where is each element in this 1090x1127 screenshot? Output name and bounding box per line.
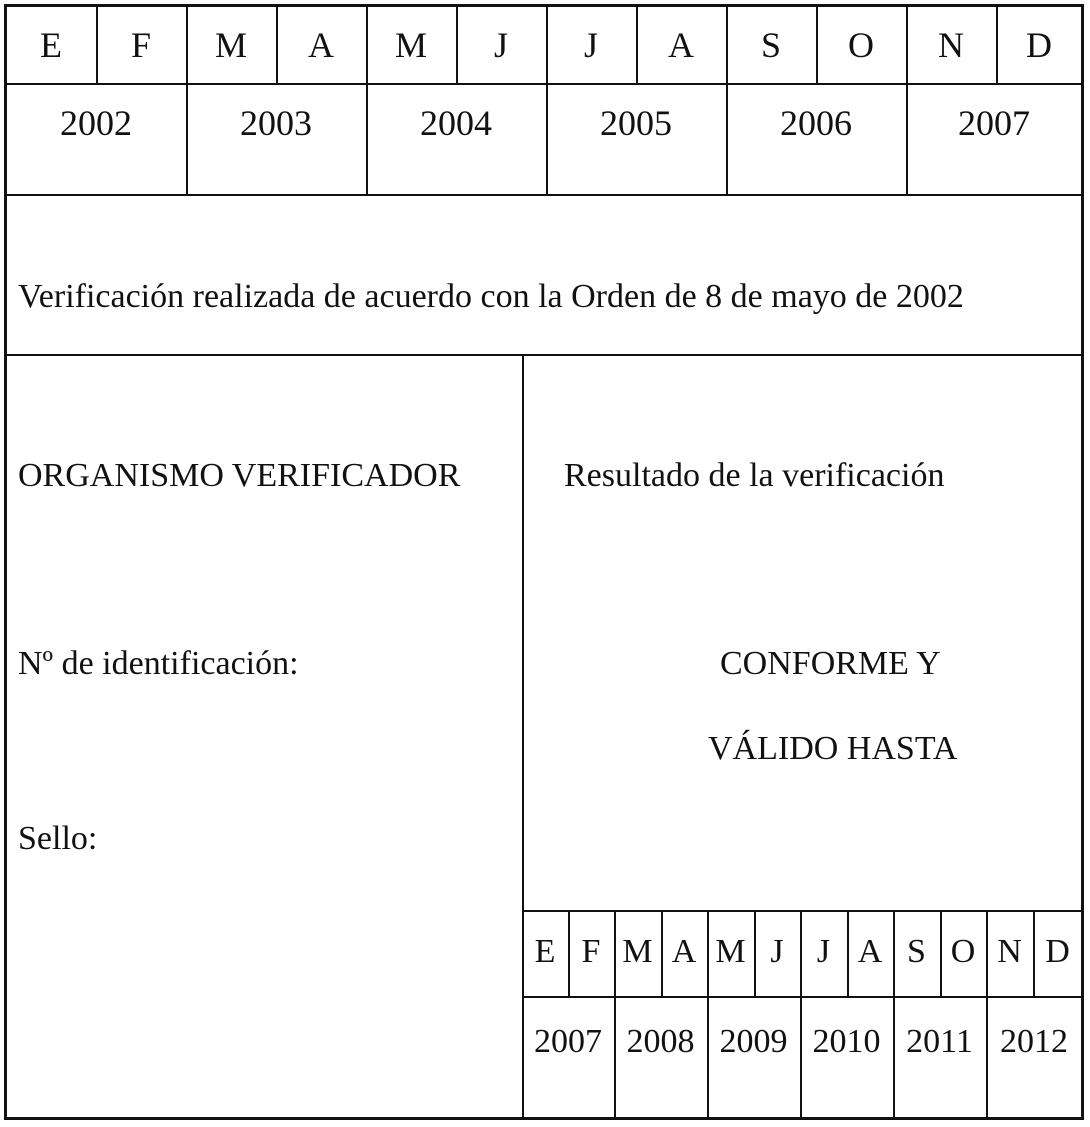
top-months-divider bbox=[4, 83, 1084, 85]
bottom-year-label: 2009 bbox=[719, 1023, 788, 1060]
bottom-year-label: 2008 bbox=[626, 1023, 695, 1060]
top-year-label: 2006 bbox=[780, 103, 852, 143]
top-year-label: 2007 bbox=[958, 103, 1030, 143]
top-month-label: N bbox=[938, 25, 964, 65]
top-month-label: J bbox=[583, 25, 598, 65]
top-month-label: E bbox=[40, 25, 62, 65]
top-month-label: D bbox=[1026, 25, 1052, 65]
bottom-month-label: J bbox=[816, 933, 831, 970]
top-month-label: O bbox=[848, 25, 874, 65]
top-year-label: 2003 bbox=[240, 103, 312, 143]
bottom-month-label: O bbox=[950, 933, 976, 970]
bottom-month-label: D bbox=[1045, 933, 1070, 970]
top-month-label: F bbox=[130, 25, 152, 65]
top-month-label: M bbox=[214, 25, 247, 65]
bottom-month-label: E bbox=[534, 933, 556, 970]
bottom-year-label: 2010 bbox=[812, 1023, 881, 1060]
organism-heading: ORGANISMO VERIFICADOR bbox=[18, 457, 461, 494]
top-month-label: S bbox=[760, 25, 782, 65]
top-month-label: A bbox=[308, 25, 334, 65]
top-year-label: 2004 bbox=[420, 103, 492, 143]
bottom-month-label: M bbox=[622, 933, 653, 970]
bottom-calendar-top-border bbox=[522, 910, 1084, 912]
top-month-label: A bbox=[668, 25, 694, 65]
verification-statement: Verificación realizada de acuerdo con la Orden de 8 de mayo de 2002 bbox=[18, 278, 964, 315]
result-line-conforme: CONFORME Y bbox=[720, 645, 941, 682]
bottom-year-label: 2011 bbox=[906, 1023, 973, 1060]
top-month-label: J bbox=[493, 25, 508, 65]
bottom-month-label: M bbox=[715, 933, 746, 970]
top-year-label: 2005 bbox=[600, 103, 672, 143]
statement-bottom-border bbox=[4, 354, 1084, 356]
result-line-valido: VÁLIDO HASTA bbox=[708, 730, 958, 767]
bottom-month-label: A bbox=[857, 933, 883, 970]
top-month-label: M bbox=[394, 25, 427, 65]
id-number-label: Nº de identificación: bbox=[18, 645, 299, 682]
seal-label: Sello: bbox=[18, 820, 98, 857]
bottom-year-label: 2012 bbox=[1000, 1023, 1068, 1060]
bottom-month-label: F bbox=[581, 933, 601, 970]
bottom-month-label: A bbox=[671, 933, 697, 970]
panel-divider bbox=[522, 355, 524, 1120]
bottom-month-label: S bbox=[907, 933, 926, 970]
bottom-year-label: 2007 bbox=[534, 1023, 602, 1060]
statement-top-border bbox=[4, 194, 1084, 196]
top-year-label: 2002 bbox=[60, 103, 132, 143]
result-label: Resultado de la verificación bbox=[564, 457, 945, 494]
bottom-months-divider bbox=[522, 996, 1084, 998]
bottom-month-label: N bbox=[997, 933, 1022, 970]
bottom-month-label: J bbox=[770, 933, 784, 970]
